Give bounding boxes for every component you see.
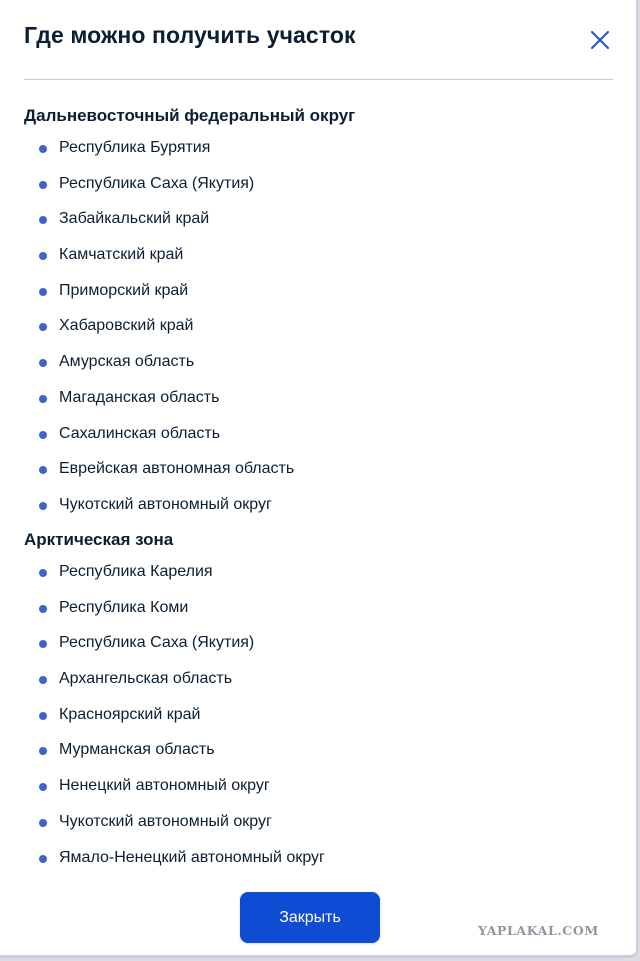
bullet-icon [39,640,47,648]
header-divider [24,79,613,80]
bullet-icon [39,323,47,331]
bullet-icon [39,712,47,720]
modal-dialog: Где можно получить участок Дальневосточный федеральный округ Республика Бурятия Республика Саха (Якутия) Забайкальский край Камчатский край Приморский край Хабаровский край Амурская область Магаданская область Сахалинская область Еврейская автономная область Чукотский автономный округ Арктическая зона Республика Карелия Республика Коми Республика Саха (Якутия) Архангельская область Красноярский край Мурманская область Ненецкий автономный округ Чукотский автономный округ Ямало-Ненецкий автономный округ Закрыть [0,0,638,958]
bullet-icon [39,395,47,403]
close-button[interactable]: Закрыть [240,892,380,943]
bullet-icon [39,288,47,296]
modal-title: Где можно получить участок [24,22,356,48]
bullet-icon [39,819,47,827]
bullet-icon [39,783,47,791]
bullet-icon [39,605,47,613]
bullet-icon [39,466,47,474]
section-title-far-east: Дальневосточный федеральный округ [24,106,356,125]
bullet-icon [39,216,47,224]
bullet-icon [39,431,47,439]
bullet-icon [39,676,47,684]
bullet-icon [39,181,47,189]
bullet-icon [39,747,47,755]
watermark: YAPLAKAL.COM [478,923,599,938]
close-icon[interactable] [588,28,612,52]
bullet-icon [39,252,47,260]
bullet-icon [39,502,47,510]
section-title-arctic: Арктическая зона [24,530,174,549]
bullet-icon [39,145,47,153]
bullet-icon [39,569,47,577]
bullet-icon [39,855,47,863]
bullet-icon [39,359,47,367]
